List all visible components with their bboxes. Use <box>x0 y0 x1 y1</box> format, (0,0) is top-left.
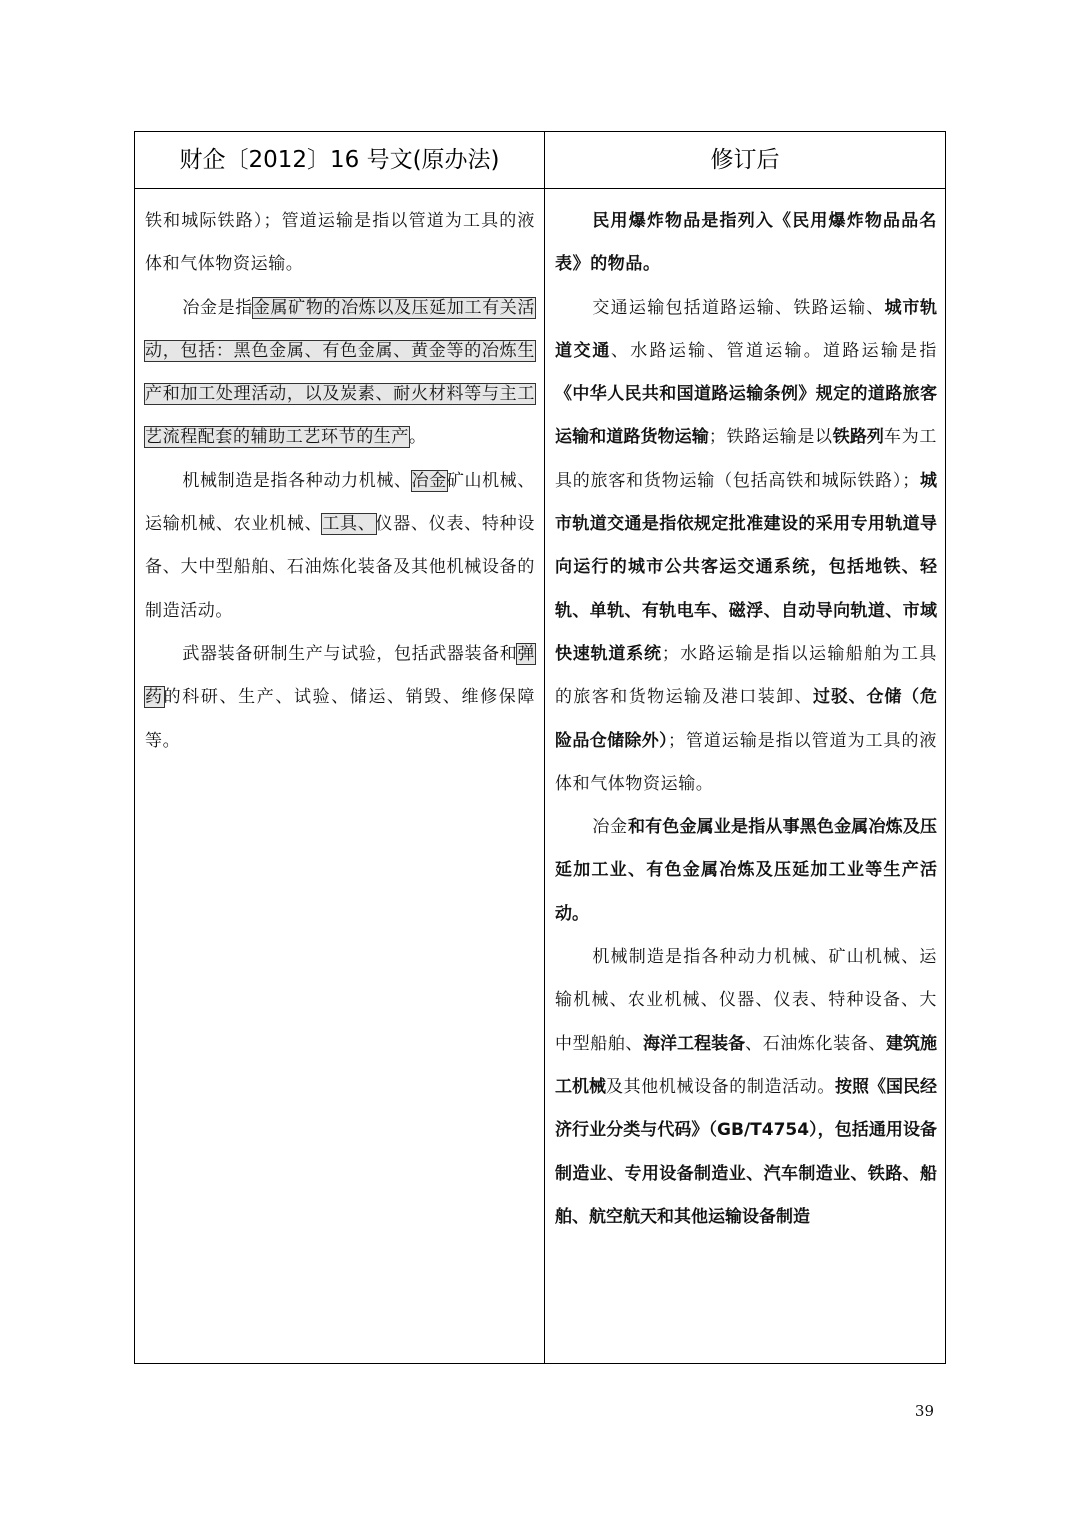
page-number: 39 <box>914 1402 934 1420</box>
revised-column <box>555 200 937 1239</box>
original-paragraph-metallurgy: 冶金是指金属矿物的冶炼以及压延加工有关活动，包括：黑色金属、有色金属、黄金等的冶炼生产和加工处理活动，以及炭素、耐火材料等与主工艺流程配套的辅助工艺环节的生产。 <box>145 297 535 448</box>
comparison-table <box>134 131 946 1364</box>
header-divider <box>135 188 945 189</box>
revised-paragraph-transport: 交通运输包括道路运输、铁路运输、城市轨道交通、水路运输、管道运输。道路运输是指《中华人民共和国道路运输条例》规定的道路旅客运输和道路货物运输；铁路运输是以铁路列车为工具的旅客和货物运输（包括高铁和城际铁路）；城市轨道交通是指依规定批准建设的采用专用轨道导向运行的城市公共客运交通系统，包括地铁、轻轨、单轨、有轨电车、磁浮、自动导向轨道、市域快速轨道系统；水路运输是指以运输船舶为工具的旅客和货物运输及港口装卸、过驳、仓储（危险品仓储除外）；管道运输是指以管道为工具的液体和气体物资运输。 <box>555 297 938 794</box>
header-revised: 修订后 <box>710 147 780 173</box>
original-paragraph-machinery: 机械制造是指各种动力机械、冶金矿山机械、运输机械、农业机械、工具、仪器、仪表、特种设备、大中型船舶、石油炼化装备及其他机械设备的制造活动。 <box>145 470 535 621</box>
revised-paragraph-metallurgy: 冶金和有色金属业是指从事黑色金属冶炼及压延加工业、有色金属冶炼及压延加工业等生产活动。 <box>555 817 937 924</box>
original-paragraph-weapons: 武器装备研制生产与试验，包括武器装备和弹药的科研、生产、试验、储运、销毁、维修保障等。 <box>145 643 535 751</box>
revised-paragraph-machinery: 机械制造是指各种动力机械、矿山机械、运输机械、农业机械、仪器、仪表、特种设备、大中型船舶、海洋工程装备、石油炼化装备、建筑施工机械及其他机械设备的制造活动。按照《国民经济行业分类与代码》（GB/T4754），包括通用设备制造业、专用设备制造业、汽车制造业、铁路、船舶、航空航天和其他运输设备制造 <box>555 947 938 1227</box>
header-original: 财企〔2012〕16 号文(原办法) <box>179 147 500 173</box>
highlighted-text: 工具、 <box>322 514 376 535</box>
original-column <box>145 200 535 763</box>
original-paragraph-transport: 铁和城际铁路）；管道运输是指以管道为工具的液体和气体物资运输。 <box>145 211 535 275</box>
highlighted-text: 金属矿物的冶炼以及压延加工有关活动，包括：黑色金属、有色金属、黄金等的冶炼生产和加工处理活动，以及炭素、耐火材料等与主工艺流程配套的辅助工艺环节的生产 <box>145 297 535 448</box>
column-divider <box>544 132 545 1363</box>
revised-paragraph-explosives: 民用爆炸物品是指列入《民用爆炸物品品名表》的物品。 <box>555 211 937 275</box>
highlighted-text: 弹药 <box>145 643 535 708</box>
highlighted-text: 冶金 <box>411 470 447 491</box>
